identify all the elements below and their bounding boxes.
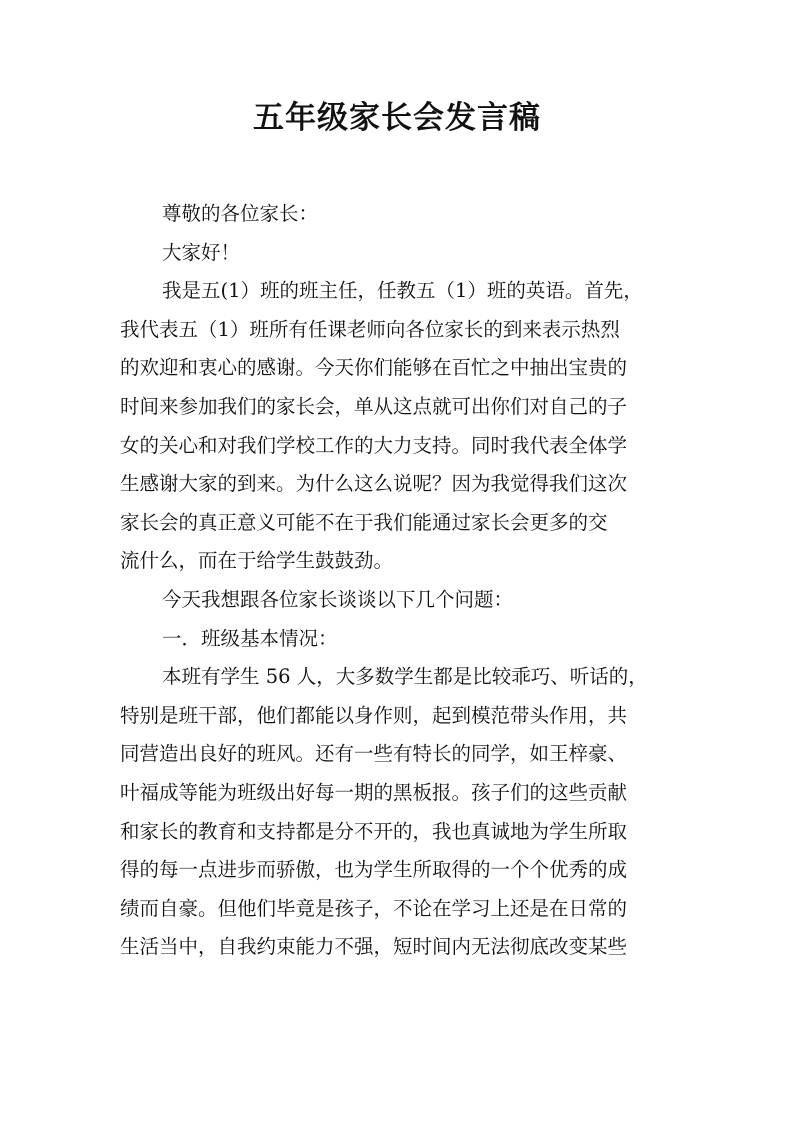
text-line: 绩而自豪。但他们毕竟是孩子，不论在学习上还是在日常的 — [120, 896, 628, 920]
text-line: 我是五(1）班的班主任，任教五（1）班的英语。首先， — [162, 279, 643, 303]
text-line: 我代表五（1）班所有任课老师向各位家长的到来表示热烈 — [120, 317, 620, 341]
text-line: 大家好！ — [162, 240, 241, 264]
text-line: 生活当中，自我约束能力不强，短时间内无法彻底改变某些 — [120, 935, 628, 959]
document-title: 五年级家长会发言稿 — [253, 100, 541, 136]
document-body — [120, 195, 680, 967]
text-line: 尊敬的各位家长： — [162, 202, 319, 225]
text-line: 叶福成等能为班级出好每一期的黑板报。孩子们的这些贡献 — [120, 780, 628, 804]
text-line: 家长会的真正意义可能不在于我们能通过家长会更多的交 — [120, 510, 608, 534]
text-line: 时间来参加我们的家长会，单从这点就可出你们对自己的子 — [120, 394, 628, 418]
text-line: 和家长的教育和支持都是分不开的，我也真诚地为学生所取 — [120, 819, 628, 843]
text-line: 本班有学生 56 人，大多数学生都是比较乖巧、听话的， — [162, 665, 648, 689]
text-line: 同营造出良好的班风。还有一些有特长的同学，如王梓豪、 — [120, 742, 628, 766]
text-line: 一．班级基本情况： — [162, 626, 338, 650]
text-line: 特别是班干部，他们都能以身作则，起到模范带头作用，共 — [120, 703, 628, 727]
text-line: 今天我想跟各位家长谈谈以下几个问题： — [162, 587, 514, 611]
text-line: 生感谢大家的到来。为什么这么说呢？因为我觉得我们这次 — [120, 472, 628, 496]
text-line: 女的关心和对我们学校工作的大力支持。同时我代表全体学 — [120, 433, 628, 457]
text-line: 流什么，而在于给学生鼓鼓劲。 — [120, 549, 394, 573]
text-line: 得的每一点进步而骄傲，也为学生所取得的一个个优秀的成 — [120, 858, 628, 882]
text-line: 的欢迎和衷心的感谢。今天你们能够在百忙之中抽出宝贵的 — [120, 356, 628, 380]
